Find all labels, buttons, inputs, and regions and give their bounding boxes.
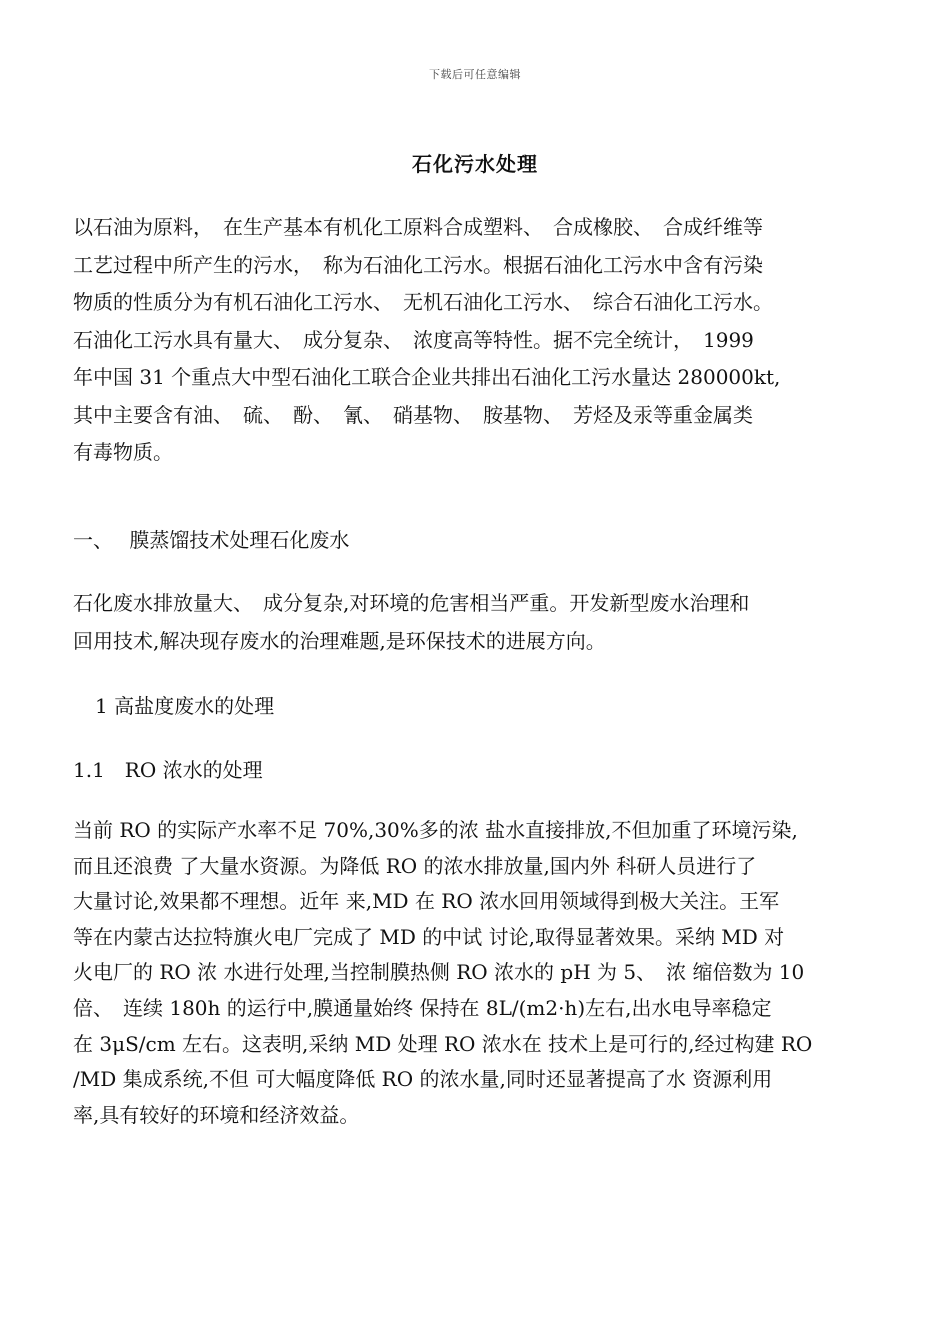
paragraph-line: 大量讨论,效果都不理想。近年 来,MD 在 RO 浓水回用领域得到极大关注。王军	[73, 889, 780, 914]
paragraph-line: 火电厂的 RO 浓 水进行处理,当控制膜热侧 RO 浓水的 pH 为 5、 浓 缩倍数为 10	[73, 960, 805, 985]
section-paragraph	[73, 585, 883, 660]
paragraph-line: 以石油为原料， 在生产基本有机化工原料合成塑料、 合成橡胶、 合成纤维等	[73, 215, 763, 239]
paragraph-line: 等在内蒙古达拉特旗火电厂完成了 MD 的中试 讨论,取得显著效果。采纳 MD 对	[73, 924, 785, 949]
intro-paragraph	[73, 209, 883, 472]
paragraph-line: 物质的性质分为有机石油化工污水、 无机石油化工污水、 综合石油化工污水。	[73, 290, 773, 314]
paragraph-line: 有毒物质。	[73, 440, 173, 464]
paragraph-line: 其中主要含有油、 硫、 酚、 氰、 硝基物、 胺基物、 芳烃及汞等重金属类	[73, 402, 753, 427]
paragraph-line: 年中国 31 个重点大中型石油化工联合企业共排出石油化工污水量达 280000kt,	[73, 365, 781, 389]
section-heading: 一、 膜蒸馏技术处理石化废水	[73, 528, 350, 552]
paragraph-line: 而且还浪费 了大量水资源。为降低 RO 的浓水排放量,国内外 科研人员进行了	[73, 853, 757, 878]
ro-concentrate-paragraph	[73, 813, 883, 1133]
paragraph-line: 倍、 连续 180h 的运行中,膜通量始终 保持在 8L/(m2·h)左右,出水电导率稳定	[73, 995, 772, 1020]
paragraph-line: 回用技术,解决现存废水的治理难题,是环保技术的进展方向。	[73, 628, 606, 653]
paragraph-line: 石油化工污水具有量大、 成分复杂、 浓度高等特性。据不完全统计， 1999	[73, 327, 754, 352]
paragraph-line: 当前 RO 的实际产水率不足 70%,30%多的浓 盐水直接排放,不但加重了环境污染,	[73, 818, 798, 842]
subsubsection-heading: 1.1 RO 浓水的处理	[73, 758, 263, 782]
paragraph-line: 工艺过程中所产生的污水， 称为石油化工污水。根据石油化工污水中含有污染	[73, 252, 763, 277]
paragraph-line: 率,具有较好的环境和经济效益。	[73, 1102, 360, 1127]
paragraph-line: 石化废水排放量大、 成分复杂,对环境的危害相当严重。开发新型废水治理和	[73, 591, 750, 615]
document-title: 石化污水处理	[412, 152, 538, 176]
paragraph-line: /MD 集成系统,不但 可大幅度降低 RO 的浓水量,同时还显著提高了水 资源利用	[73, 1067, 773, 1092]
page-watermark: 下载后可任意编辑	[429, 68, 521, 81]
subsection-heading: 1 高盐度废水的处理	[95, 694, 275, 718]
paragraph-line: 在 3μS/cm 左右。这表明,采纳 MD 处理 RO 浓水在 技术上是可行的,经过构建 RO	[73, 1031, 813, 1056]
